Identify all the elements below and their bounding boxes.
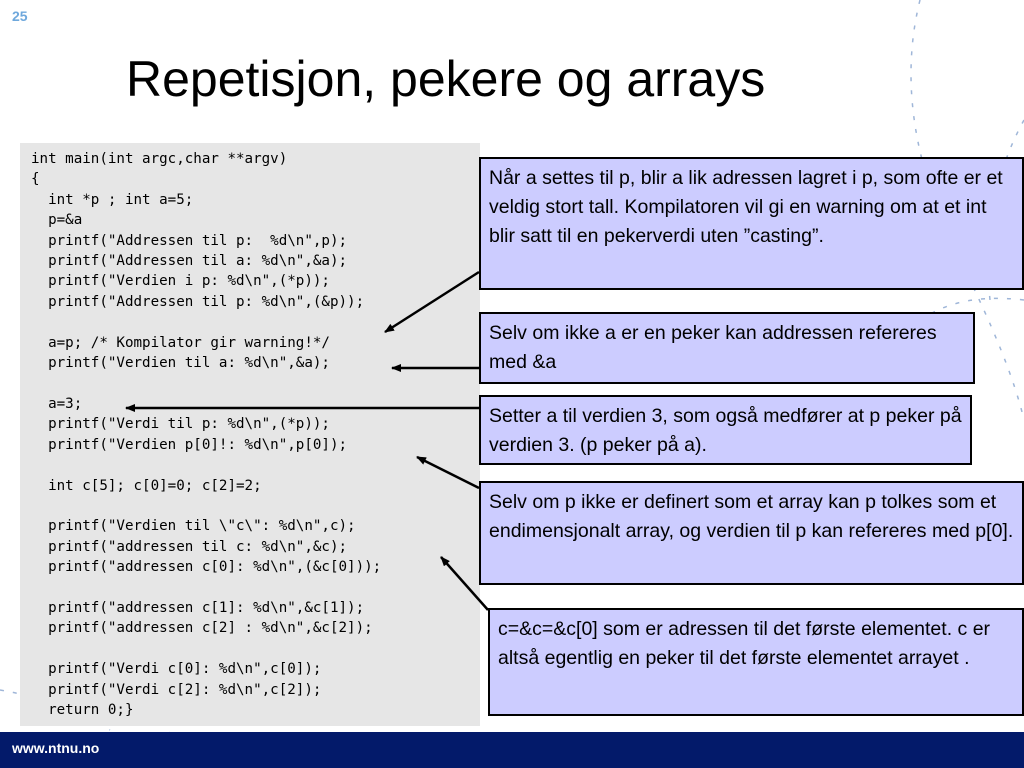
footer-url: www.ntnu.no xyxy=(12,740,100,756)
note-casting-warning: Når a settes til p, blir a lik adressen lagret i p, som ofte er et veldig stort tall. Kompilatoren vil gi en warning om at et int blir satt til en pekerverdi uten ”casting”. xyxy=(479,157,1024,290)
note-array-address: c=&c=&c[0] som er adressen til det første elementet. c er altså egentlig en peker til det første elementet arrayet . xyxy=(488,608,1024,716)
note-pointer-as-array: Selv om p ikke er definert som et array kan p tolkes som et endimensjonalt array, og verdien til p kan refereres med p[0]. xyxy=(479,481,1024,585)
slide-number: 25 xyxy=(12,8,28,24)
note-address-of-a: Selv om ikke a er en peker kan addressen refereres med &a xyxy=(479,312,975,384)
code-listing: int main(int argc,char **argv) { int *p ; int a=5; p=&a printf("Addressen til p: %d\n",p); printf("Addressen til a: %d\n",&a); printf("Verdien i p: %d\n",(*p)); printf("Addressen til p: %d\n",(&p)); a=p; /* Kompilator gir warning!*/ printf("Verdien til a: %d\n",&a); a=3; printf("Verdi til p: %d\n",(*p)); printf("Verdien p[0]!: %d\n",p[0]); int c[5]; c[0]=0; c[2]=2; printf("Verdien til \"c\": %d\n",c); printf("addressen til c: %d\n",&c); printf("addressen c[0]: %d\n",(&c[0])); printf("addressen c[1]: %d\n",&c[1]); printf("addressen c[2] : %d\n",&c[2]); printf("Verdi c[0]: %d\n",c[0]); printf("Verdi c[2]: %d\n",c[2]); return 0;} xyxy=(31,151,382,718)
slide-title: Repetisjon, pekere og arrays xyxy=(126,51,766,107)
footer-bar xyxy=(0,732,1024,768)
note-set-a-to-3: Setter a til verdien 3, som også medfører at p peker på verdien 3. (p peker på a). xyxy=(479,395,972,465)
